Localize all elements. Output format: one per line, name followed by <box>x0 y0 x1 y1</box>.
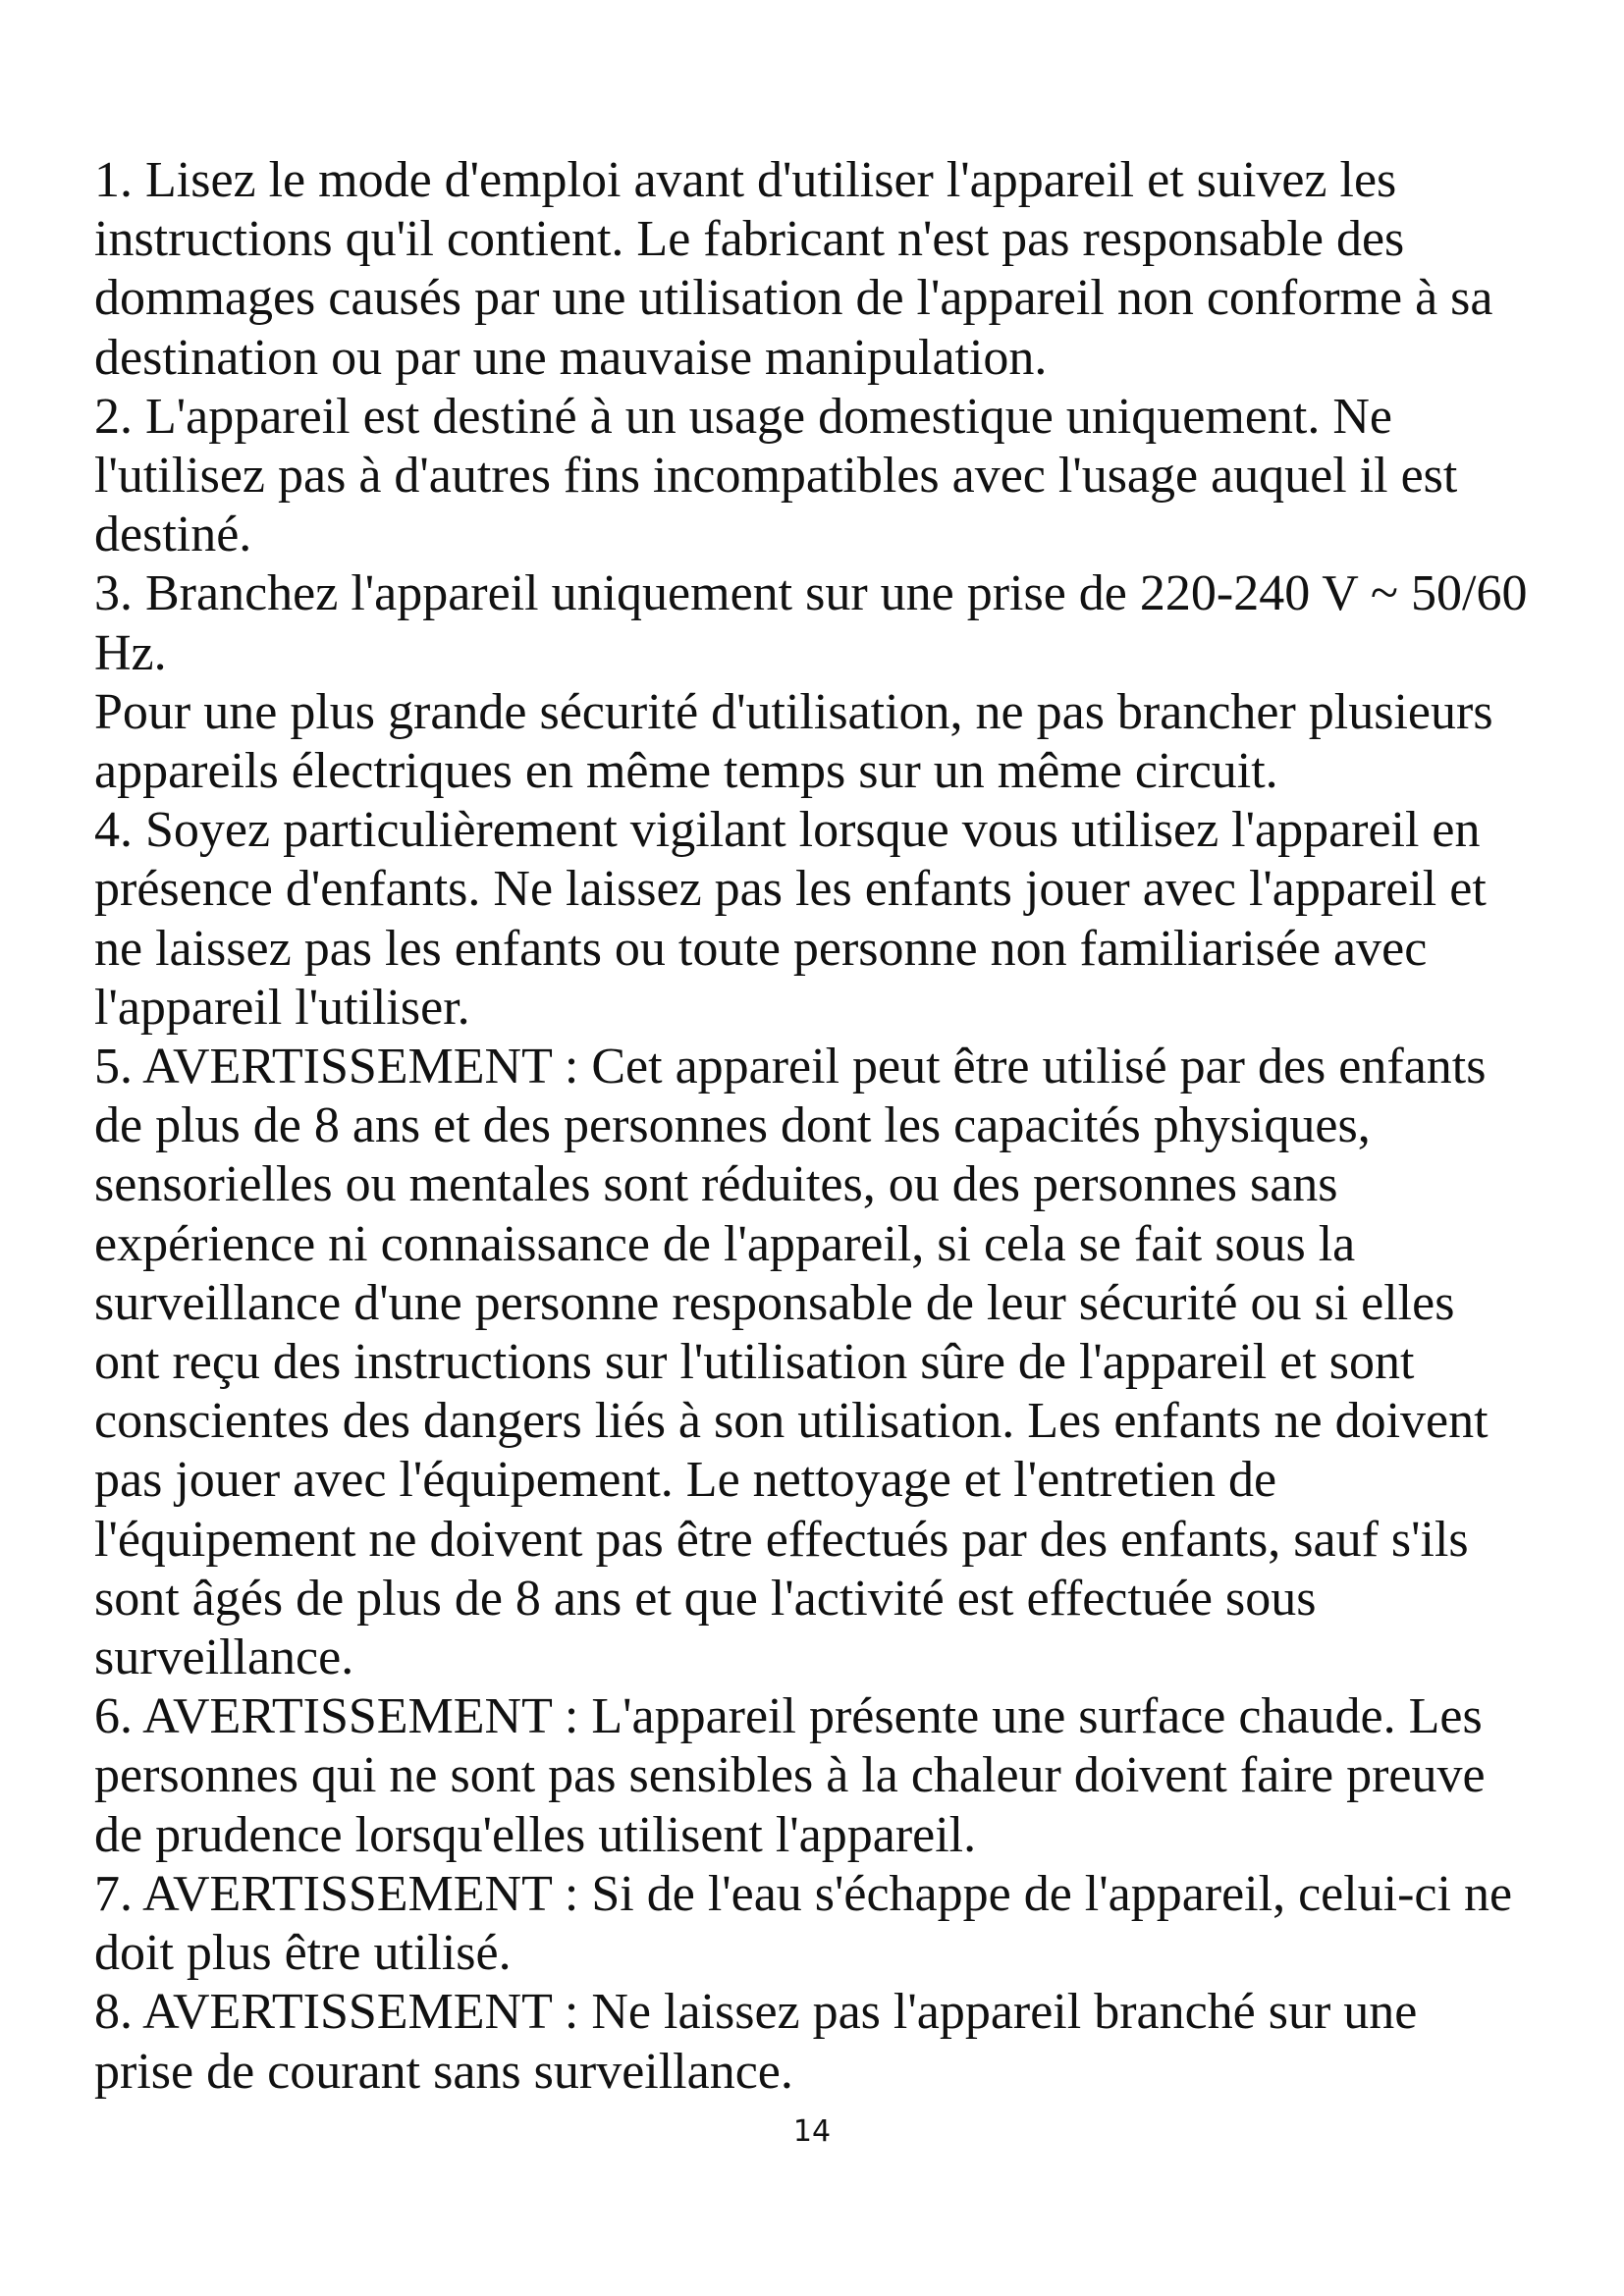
instruction-4: 4. Soyez particulièrement vigilant lorsque vous utilisez l'appareil en présence d'enfants. Ne laissez pas les enfants jouer avec l'appareil et ne laissez pas les enfants ou toute personne non familiarisée avec l'appareil l'utiliser. <box>94 802 1487 1036</box>
instruction-3: 3. Branchez l'appareil uniquement sur une prise de 220-240 V ~ 50/60 Hz. <box>94 565 1528 681</box>
instruction-7-warning: 7. AVERTISSEMENT : Si de l'eau s'échappe de l'appareil, celui-ci ne doit plus être utilisé. <box>94 1865 1513 1982</box>
page-number: 14 <box>792 2114 832 2149</box>
instruction-3-note: Pour une plus grande sécurité d'utilisation, ne pas brancher plusieurs appareils électriques en même temps sur un même circuit. <box>94 683 1493 800</box>
instruction-5-warning: 5. AVERTISSEMENT : Cet appareil peut être utilisé par des enfants de plus de 8 ans et des personnes dont les capacités physiques, sensorielles ou mentales sont réduites, ou des personnes sans expérience ni connaissance de l'appareil, si cela se fait sous la surveillance d'une personne responsable de leur sécurité ou si elles ont reçu des instructions sur l'utilisation sûre de l'appareil et sont conscientes des dangers liés à son utilisation. Les enfants ne doivent pas jouer avec l'équipement. Le nettoyage et l'entretien de l'équipement ne doivent pas être effectués par des enfants, sauf s'ils sont âgés de plus de 8 ans et que l'activité est effectuée sous surveillance. <box>94 1039 1489 1686</box>
instruction-8-warning: 8. AVERTISSEMENT : Ne laissez pas l'appareil branché sur une prise de courant sans surveillance. <box>94 1984 1418 2100</box>
instruction-1: 1. Lisez le mode d'emploi avant d'utiliser l'appareil et suivez les instructions qu'il contient. Le fabricant n'est pas responsable des dommages causés par une utilisation de l'appareil non conforme à sa destination ou par une mauvaise manipulation. <box>94 152 1493 386</box>
safety-instructions-text <box>94 151 1528 2102</box>
instruction-6-warning: 6. AVERTISSEMENT : L'appareil présente une surface chaude. Les personnes qui ne sont pas sensibles à la chaleur doivent faire preuve de prudence lorsqu'elles utilisent l'appareil. <box>94 1688 1486 1863</box>
instruction-2: 2. L'appareil est destiné à un usage domestique uniquement. Ne l'utilisez pas à d'autres fins incompatibles avec l'usage auquel il est destiné. <box>94 388 1458 563</box>
